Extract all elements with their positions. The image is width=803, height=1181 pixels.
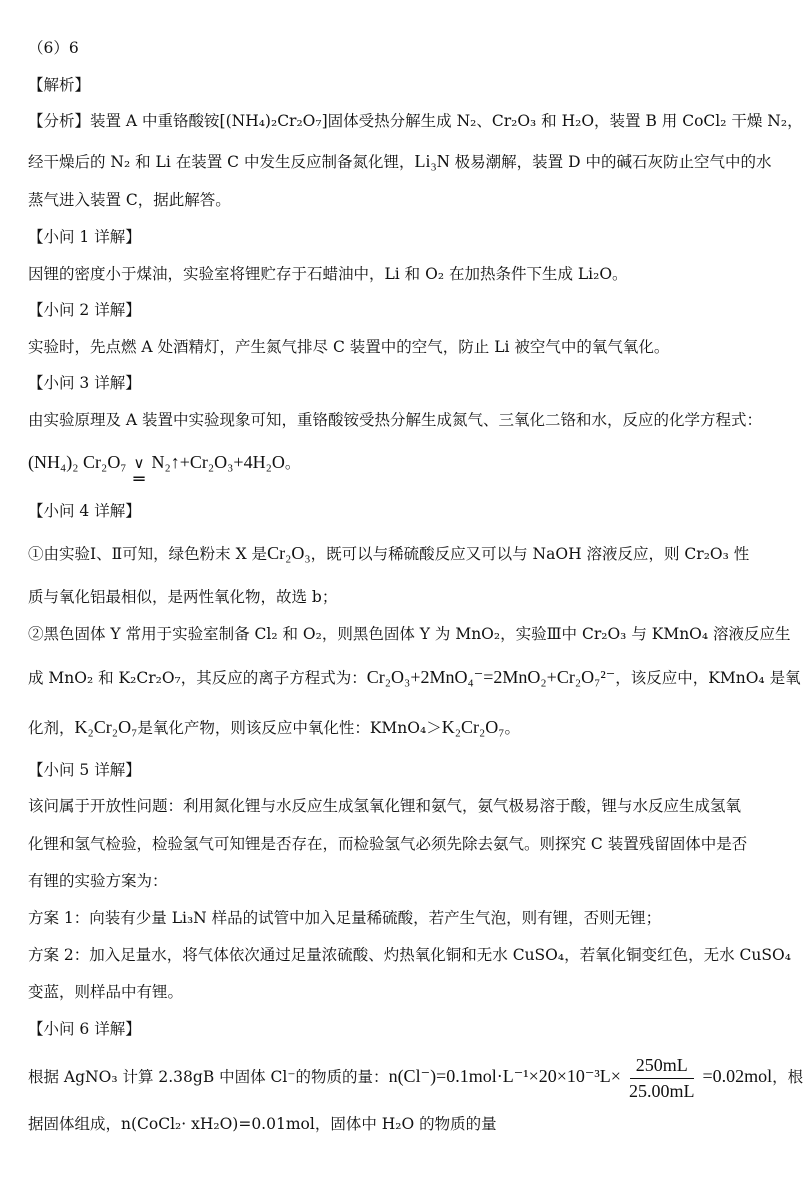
analysis-line-2: 经干燥后的 N₂ 和 Li 在装置 C 中发生反应制备氮化锂，Li₃N 极易潮解，装置 D 中的碱石灰防止空气中的水 — [28, 150, 772, 171]
cl-amount-expression: n(Cl⁻)=0.1mol·L⁻¹×20×10⁻³L× — [388, 1066, 621, 1087]
equation-right: N₂↑+Cr₂O₃+4H₂O — [151, 452, 285, 473]
q5-line-3: 有锂的实验方案为： — [28, 872, 168, 891]
q2-text: 实验时，先点燃 A 处酒精灯，产生氮气排尽 C 装置中的空气，防止 Li 被空气中的氧气氧化。 — [28, 337, 670, 356]
q4-p1-line-1: ①由实验Ⅰ、Ⅱ可知，绿色粉末 X 是Cr₂O₃，既可以与稀硫酸反应又可以与 NaOH 溶液反应，则 Cr₂O₃ 性 — [28, 543, 750, 564]
q5-plan-2-line-2: 变蓝，则样品中有锂。 — [28, 983, 184, 1002]
q6-heading: 【小问 6 详解】 — [28, 1019, 141, 1038]
q1-text: 因锂的密度小于煤油，实验室将锂贮存于石蜡油中，Li 和 O₂ 在加热条件下生成 Li₂O。 — [28, 264, 628, 283]
cr2o3-formula: Cr₂O₃ — [267, 543, 311, 564]
heat-triangle-icon: ∨ — [133, 454, 145, 473]
heat-symbol — [133, 454, 145, 490]
cl-amount-result: =0.02mol — [702, 1066, 773, 1087]
q4-p2-line-3: 化剂，K₂Cr₂O₇是氧化产物，则该反应中氧化性：KMnO₄＞K₂Cr₂O₇。 — [28, 716, 521, 737]
k2cr2o7-formula-2: K₂Cr₂O₇ — [441, 716, 505, 737]
q4-p2-line-2: 成 MnO₂ 和 K₂Cr₂O₇，其反应的离子方程式为：Cr₂O₃+2MnO₄⁻=2MnO₂+Cr₂O₇²⁻，该反应中，KMnO₄ 是氧 — [28, 667, 801, 688]
q5-line-2: 化锂和氢气检验，检验氢气可知锂是否存在，而检验氢气必须先除去氨气。则探究 C 装置残留固体中是否 — [28, 834, 748, 853]
q3-heading: 【小问 3 详解】 — [28, 374, 141, 393]
q4-p1-line-2: 质与氧化铝最相似，是两性氧化物，故选 b； — [28, 588, 338, 607]
ionic-equation: Cr₂O₃+2MnO₄⁻=2MnO₂+Cr₂O₇²⁻ — [366, 667, 616, 688]
q3-text: 由实验原理及 A 装置中实验现象可知，重铬酸铵受热分解生成氮气、三氧化二铬和水，反应的化学方程式： — [28, 410, 763, 429]
analysis-line-3: 蒸气进入装置 C，据此解答。 — [28, 191, 231, 210]
fraction-numerator: 250mL — [630, 1055, 694, 1079]
equation-left: (NH₄)₂ Cr₂O₇ — [28, 452, 127, 473]
q5-plan-2 — [28, 943, 791, 1006]
q5-line-1: 该问属于开放性问题：利用氮化锂与水反应生成氢氧化锂和氨气，氨气极易溶于酸，锂与水反应生成氢氧 — [28, 797, 742, 816]
q5-heading: 【小问 5 详解】 — [28, 760, 141, 779]
q6-line-2: 据固体组成，n(CoCl₂· xH₂O)=0.01mol，固体中 H₂O 的物质的量 — [28, 1115, 497, 1134]
fraction-denominator: 25.00mL — [628, 1080, 695, 1101]
q2-heading: 【小问 2 详解】 — [28, 301, 141, 320]
q4-p2-line-1: ②黑色固体 Y 常用于实验室制备 Cl₂ 和 O₂，则黑色固体 Y 为 MnO₂，实验Ⅲ中 Cr₂O₃ 与 KMnO₄ 溶液反应生 — [28, 624, 791, 643]
volume-fraction — [623, 1055, 701, 1101]
q3-equation: (NH₄)₂ Cr₂O₇ ∨ ═ N₂↑+Cr₂O₃+4H₂O。 — [28, 452, 301, 490]
q5-paragraph — [28, 794, 778, 895]
q6-line-1: 根据 AgNO₃ 计算 2.38gB 中固体 Cl⁻的物质的量：n(Cl⁻)=0.1mol·L⁻¹×20×10⁻³L× $\frac{250mL}{25.00mL}$ =0.02mol，根 — [28, 1055, 803, 1101]
q4-point-2 — [28, 622, 801, 747]
q5-plan-2-line-1: 方案 2：加入足量水，将气体依次通过足量浓硫酸、灼热氧化铜和无水 CuSO₄，若氧化铜变红色，无水 CuSO₄ — [28, 945, 791, 964]
q1-heading: 【小问 1 详解】 — [28, 227, 141, 246]
equal-sign: ═ — [133, 468, 145, 490]
analysis-paragraph — [28, 109, 803, 214]
q4-point-1 — [28, 535, 778, 610]
k2cr2o7-formula: K₂Cr₂O₇ — [74, 716, 138, 737]
answer-6: （6）6 — [28, 39, 79, 57]
q4-heading: 【小问 4 详解】 — [28, 501, 141, 520]
li3n-formula: Li₃N — [414, 150, 450, 171]
q5-plan-1: 方案 1：向装有少量 Li₃N 样品的试管中加入足量稀硫酸，若产生气泡，则有锂，否则无锂； — [28, 908, 662, 927]
analysis-line-1: 【分析】装置 A 中重铬酸铵[(NH₄)₂Cr₂O₇]固体受热分解生成 N₂、Cr₂O₃ 和 H₂O，装置 B 用 CoCl₂ 干燥 N₂， — [28, 112, 803, 131]
analysis-label: 【解析】 — [28, 75, 91, 94]
